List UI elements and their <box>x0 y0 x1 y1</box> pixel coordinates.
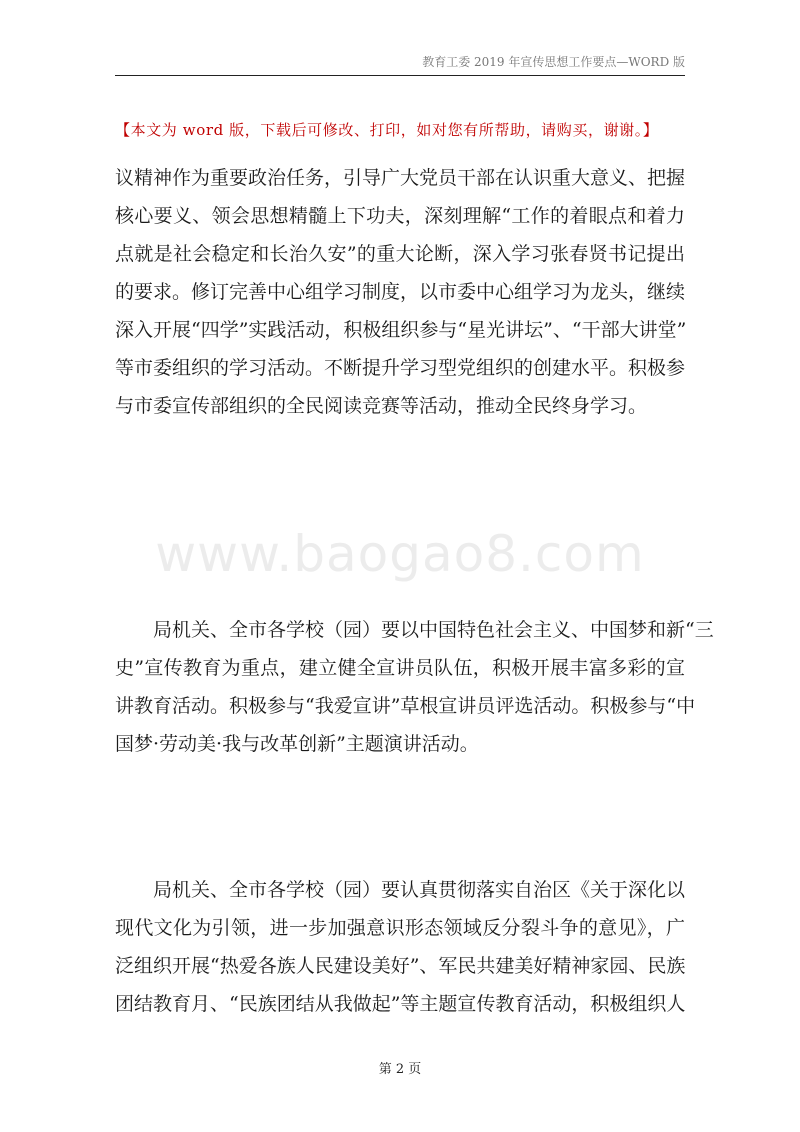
page-number: 第 2 页 <box>378 1062 422 1077</box>
paragraph-line: 史”宣传教育为重点，建立健全宣讲员队伍，积极开展丰富多彩的宣 <box>115 657 685 679</box>
paragraph-line: 核心要义、领会思想精髓上下功夫，深刻理解“工作的着眼点和着力 <box>115 205 685 227</box>
paragraph-line: 等市委组织的学习活动。不断提升学习型党组织的创建水平。积极参 <box>115 357 686 379</box>
watermark: www.baogao8.com <box>155 525 645 583</box>
paragraph-line: 局机关、全市各学校（园）要以中国特色社会主义、中国梦和新“三 <box>153 619 714 641</box>
paragraph-line: 泛组织开展“热爱各族人民建设美好”、军民共建美好精神家园、民族 <box>115 955 686 977</box>
paragraph-line: 局机关、全市各学校（园）要认真贯彻落实自治区《关于深化以 <box>153 879 686 901</box>
paragraph-2 <box>115 611 714 763</box>
paragraph-line: 议精神作为重要政治任务，引导广大党员干部在认识重大意义、把握 <box>115 167 686 189</box>
paragraph-line: 的要求。修订完善中心组学习制度，以市委中心组学习为龙头，继续 <box>115 281 686 303</box>
paragraph-line: 与市委宣传部组织的全民阅读竞赛等活动，推动全民终身学习。 <box>115 395 648 417</box>
page-footer <box>0 1058 800 1077</box>
paragraph-line: 讲教育活动。积极参与“我爱宣讲”草根宣讲员评选活动。积极参与“中 <box>115 695 696 717</box>
paragraph-1 <box>115 159 685 425</box>
paragraph-3 <box>115 871 685 1023</box>
page-header <box>115 53 685 76</box>
paragraph-line: 团结教育月、“民族团结从我做起”等主题宣传教育活动，积极组织人 <box>115 993 686 1015</box>
paragraph-line: 国梦·劳动美·我与改革创新”主题演讲活动。 <box>115 733 479 755</box>
paragraph-line: 点就是社会稳定和长治久安”的重大论断，深入学习张春贤书记提出 <box>115 243 685 265</box>
header-title: 教育工委 2019 年宣传思想工作要点—WORD 版 <box>422 55 685 69</box>
purchase-notice: 【本文为 word 版，下载后可修改、打印，如对您有所帮助，请购买，谢谢。】 <box>115 121 659 139</box>
paragraph-line: 现代文化为引领，进一步加强意识形态领域反分裂斗争的意见》，广 <box>115 917 685 939</box>
paragraph-line: 深入开展“四学”实践活动，积极组织参与“星光讲坛”、“干部大讲堂” <box>115 319 687 341</box>
